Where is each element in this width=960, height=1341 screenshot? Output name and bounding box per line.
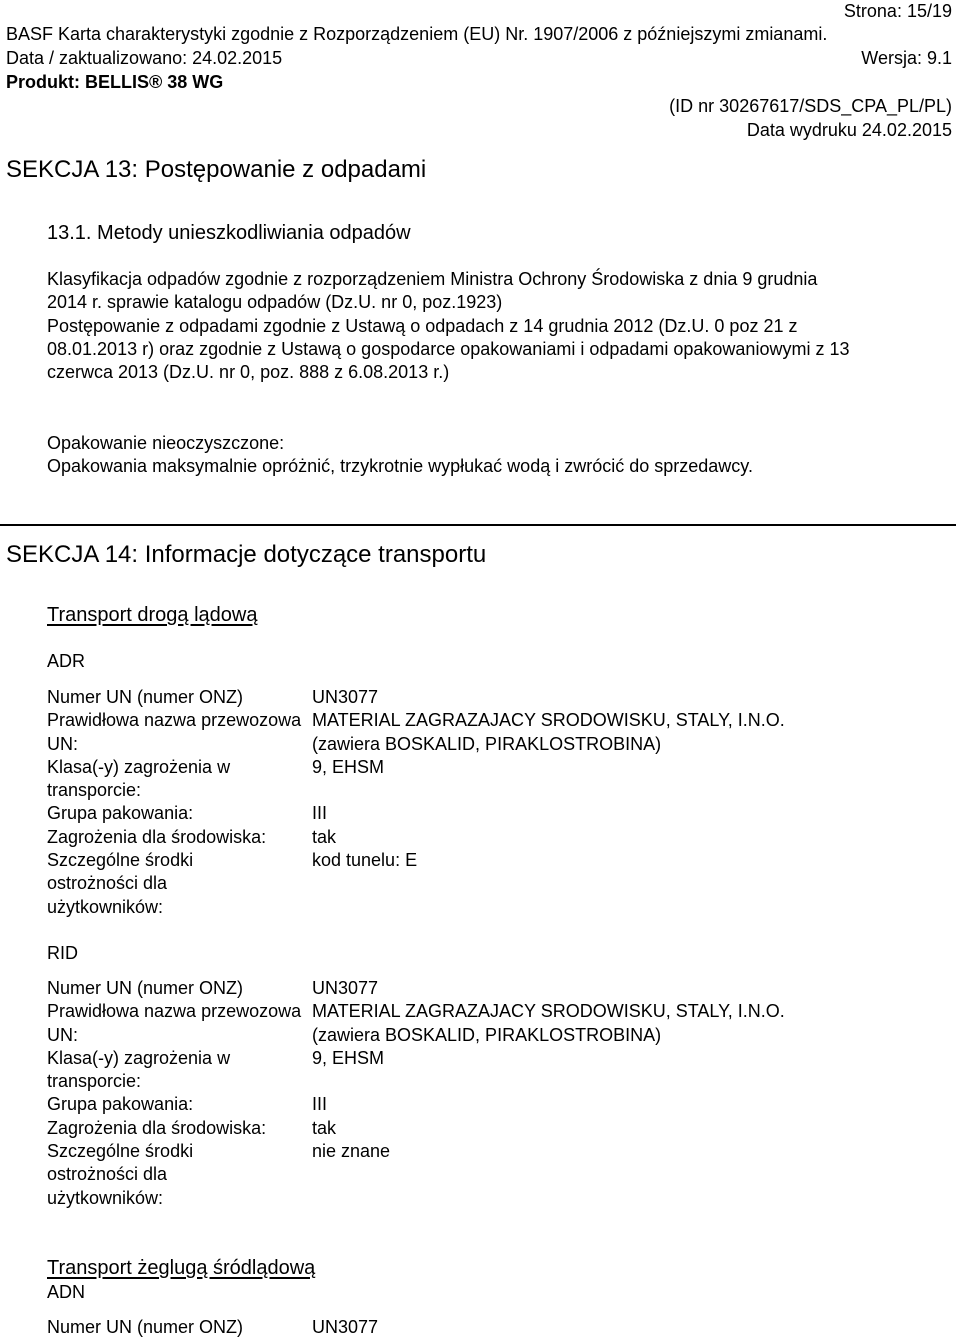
section-13-1-subtitle: 13.1. Metody unieszkodliwiania odpadów bbox=[47, 222, 411, 244]
row-value: III bbox=[312, 803, 328, 824]
table-row bbox=[47, 977, 927, 1000]
row-value: nie znane bbox=[312, 1141, 391, 1162]
row-value: UN3077 bbox=[312, 687, 379, 707]
row-value: UN3077 bbox=[312, 1317, 379, 1337]
row-value: 9, EHSM bbox=[312, 756, 385, 777]
land-transport-heading: Transport drogą lądową bbox=[47, 604, 258, 626]
version: Wersja: 9.1 bbox=[861, 48, 952, 68]
inland-waterway-heading: Transport żeglugą śródlądową bbox=[47, 1257, 316, 1279]
adn-table bbox=[47, 1316, 927, 1339]
row-value: tak bbox=[312, 1117, 337, 1138]
paragraph-line: czerwca 2013 (Dz.U. nr 0, poz. 888 z 6.08.2013 r.) bbox=[47, 362, 450, 383]
row-label: Prawidłowa nazwa przewozowa UN: bbox=[47, 710, 302, 754]
row-label: Klasa(-y) zagrożenia w transporcie: bbox=[47, 756, 231, 801]
waste-regulation-paragraph bbox=[47, 268, 849, 384]
row-label: Numer UN (numer ONZ) bbox=[47, 1317, 244, 1337]
section-divider bbox=[0, 524, 956, 526]
paragraph-line: Postępowanie z odpadami zgodnie z Ustawą o odpadach z 14 grudnia 2012 (Dz.U. 0 poz 21 z bbox=[47, 315, 798, 336]
table-row bbox=[47, 1117, 927, 1140]
row-value: tak bbox=[312, 826, 337, 847]
paragraph-line: 2014 r. sprawie katalogu odpadów (Dz.U. nr 0, poz.1923) bbox=[47, 292, 503, 313]
revision-date: Data / zaktualizowano: 24.02.2015 bbox=[6, 48, 283, 68]
table-row bbox=[47, 849, 927, 919]
row-label: Numer UN (numer ONZ) bbox=[47, 687, 244, 707]
table-row bbox=[47, 1047, 927, 1094]
table-row bbox=[47, 756, 927, 803]
adr-table bbox=[47, 686, 927, 919]
row-value: MATERIAL ZAGRAZAJACY SRODOWISKU, STALY, I.N.O. (zawiera BOSKALID, PIRAKLOSTROBINA) bbox=[312, 710, 785, 754]
adn-label: ADN bbox=[47, 1282, 86, 1302]
row-label: Numer UN (numer ONZ) bbox=[47, 978, 244, 998]
table-row bbox=[47, 1000, 927, 1047]
row-label: Prawidłowa nazwa przewozowa UN: bbox=[47, 1001, 302, 1045]
row-value: 9, EHSM bbox=[312, 1047, 385, 1068]
packaging-text: Opakowania maksymalnie opróżnić, trzykrotnie wypłukać wodą i zwrócić do sprzedawcy. bbox=[47, 456, 753, 476]
row-value: UN3077 bbox=[312, 978, 379, 998]
product-name: Produkt: BELLIS® 38 WG bbox=[6, 72, 224, 92]
section-13-title: SEKCJA 13: Postępowanie z odpadami bbox=[6, 156, 427, 183]
table-row bbox=[47, 1140, 927, 1210]
row-label: Szczególne środki ostrożności dla użytkowników: bbox=[47, 1141, 194, 1208]
row-label: Zagrożenia dla środowiska: bbox=[47, 1117, 267, 1138]
table-row bbox=[47, 802, 927, 825]
table-row bbox=[47, 826, 927, 849]
rid-table bbox=[47, 977, 927, 1210]
page-number: Strona: 15/19 bbox=[843, 1, 952, 21]
table-row bbox=[47, 1316, 927, 1339]
row-value: MATERIAL ZAGRAZAJACY SRODOWISKU, STALY, I.N.O. (zawiera BOSKALID, PIRAKLOSTROBINA) bbox=[312, 1001, 785, 1045]
adr-label: ADR bbox=[47, 651, 86, 671]
section-14-title: SEKCJA 14: Informacje dotyczące transportu bbox=[6, 541, 487, 568]
packaging-label: Opakowanie nieoczyszczone: bbox=[47, 433, 285, 453]
row-label: Szczególne środki ostrożności dla użytkowników: bbox=[47, 850, 194, 917]
print-date: Data wydruku 24.02.2015 bbox=[746, 120, 952, 140]
sds-id: (ID nr 30267617/SDS_CPA_PL/PL) bbox=[669, 96, 952, 116]
row-label: Grupa pakowania: bbox=[47, 803, 194, 824]
table-row bbox=[47, 686, 927, 709]
row-label: Zagrożenia dla środowiska: bbox=[47, 826, 267, 847]
rid-label: RID bbox=[47, 943, 78, 963]
document-title-line: BASF Karta charakterystyki zgodnie z Rozporządzeniem (EU) Nr. 1907/2006 z późniejszymi zmianami. bbox=[6, 24, 828, 44]
row-value: III bbox=[312, 1094, 328, 1115]
paragraph-line: 08.01.2013 r) oraz zgodnie z Ustawą o gospodarce opakowaniami i odpadami opakowaniowymi z 13 bbox=[47, 338, 850, 359]
table-row bbox=[47, 1093, 927, 1116]
paragraph-line: Klasyfikacja odpadów zgodnie z rozporządzeniem Ministra Ochrony Środowiska z dnia 9 grudnia bbox=[47, 269, 818, 289]
row-label: Klasa(-y) zagrożenia w transporcie: bbox=[47, 1047, 231, 1092]
row-label: Grupa pakowania: bbox=[47, 1094, 194, 1115]
table-row bbox=[47, 709, 927, 756]
row-value: kod tunelu: E bbox=[312, 850, 418, 871]
